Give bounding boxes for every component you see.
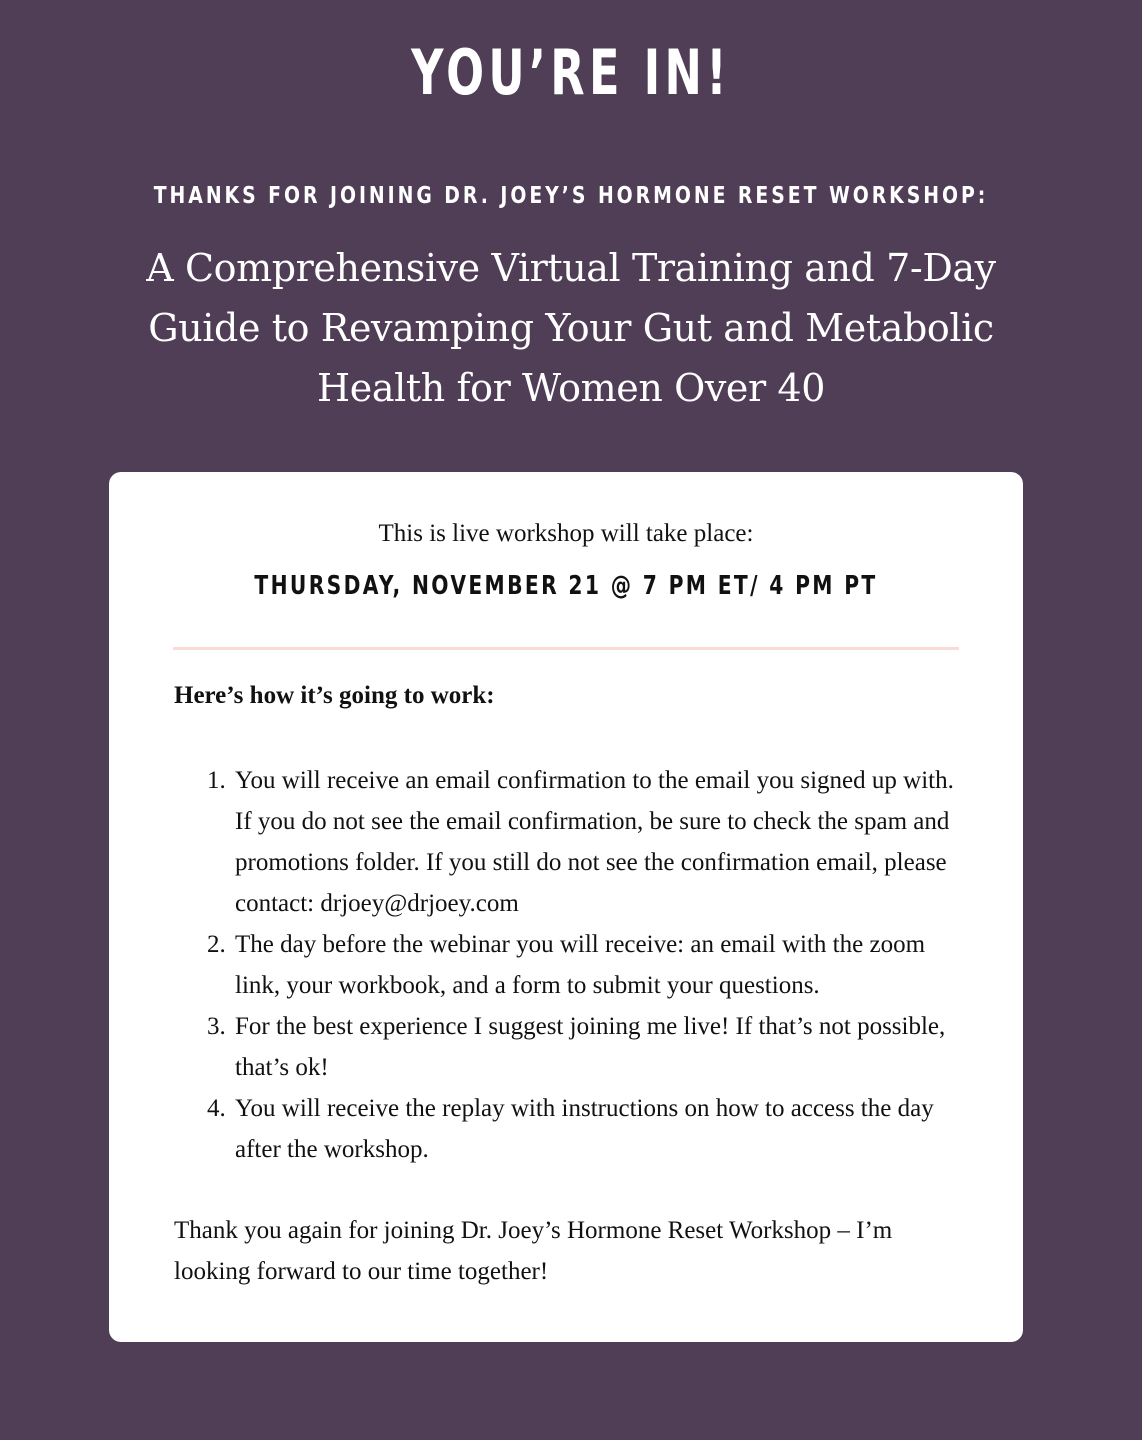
workshop-details-card	[109, 472, 1023, 1342]
step-item	[207, 1088, 967, 1170]
page-title: YOU’RE IN!	[411, 36, 731, 109]
closing-message: Thank you again for joining Dr. Joey’s Hormone Reset Workshop – I’m looking forward to our time together!	[174, 1217, 893, 1285]
steps-list	[207, 760, 967, 1170]
step-number: 1.	[207, 767, 226, 794]
workshop-subtitle: THANKS FOR JOINING DR. JOEY’S HORMONE RESET WORKSHOP:	[153, 183, 989, 209]
step-text: For the best experience I suggest joining me live! If that’s not possible, that’s ok!	[235, 1013, 946, 1081]
workshop-date: THURSDAY, NOVEMBER 21 @ 7 PM ET/ 4 PM PT	[254, 571, 878, 601]
step-item	[207, 1006, 967, 1088]
step-text: You will receive an email confirmation to the email you signed up with. If you do not see the email confirmation, be sure to check the spam and promotions folder. If you still do not see the confirmation email, please contact: drjoey@drjoey.com	[235, 767, 954, 917]
workshop-headline: A Comprehensive Virtual Training and 7-Day Guide to Revamping Your Gut and Metabolic Health for Women Over 40	[146, 246, 996, 410]
step-number: 3.	[207, 1013, 226, 1040]
section-divider	[173, 647, 959, 650]
step-item	[207, 760, 967, 924]
step-text: The day before the webinar you will receive: an email with the zoom link, your workbook, and a form to submit your questions.	[235, 931, 926, 999]
step-number: 4.	[207, 1095, 226, 1122]
step-text: You will receive the replay with instructions on how to access the day after the workshop.	[235, 1095, 934, 1163]
live-intro-text: This is live workshop will take place:	[378, 520, 754, 547]
step-number: 2.	[207, 931, 226, 958]
step-item	[207, 924, 967, 1006]
how-it-works-heading: Here’s how it’s going to work:	[174, 682, 495, 709]
